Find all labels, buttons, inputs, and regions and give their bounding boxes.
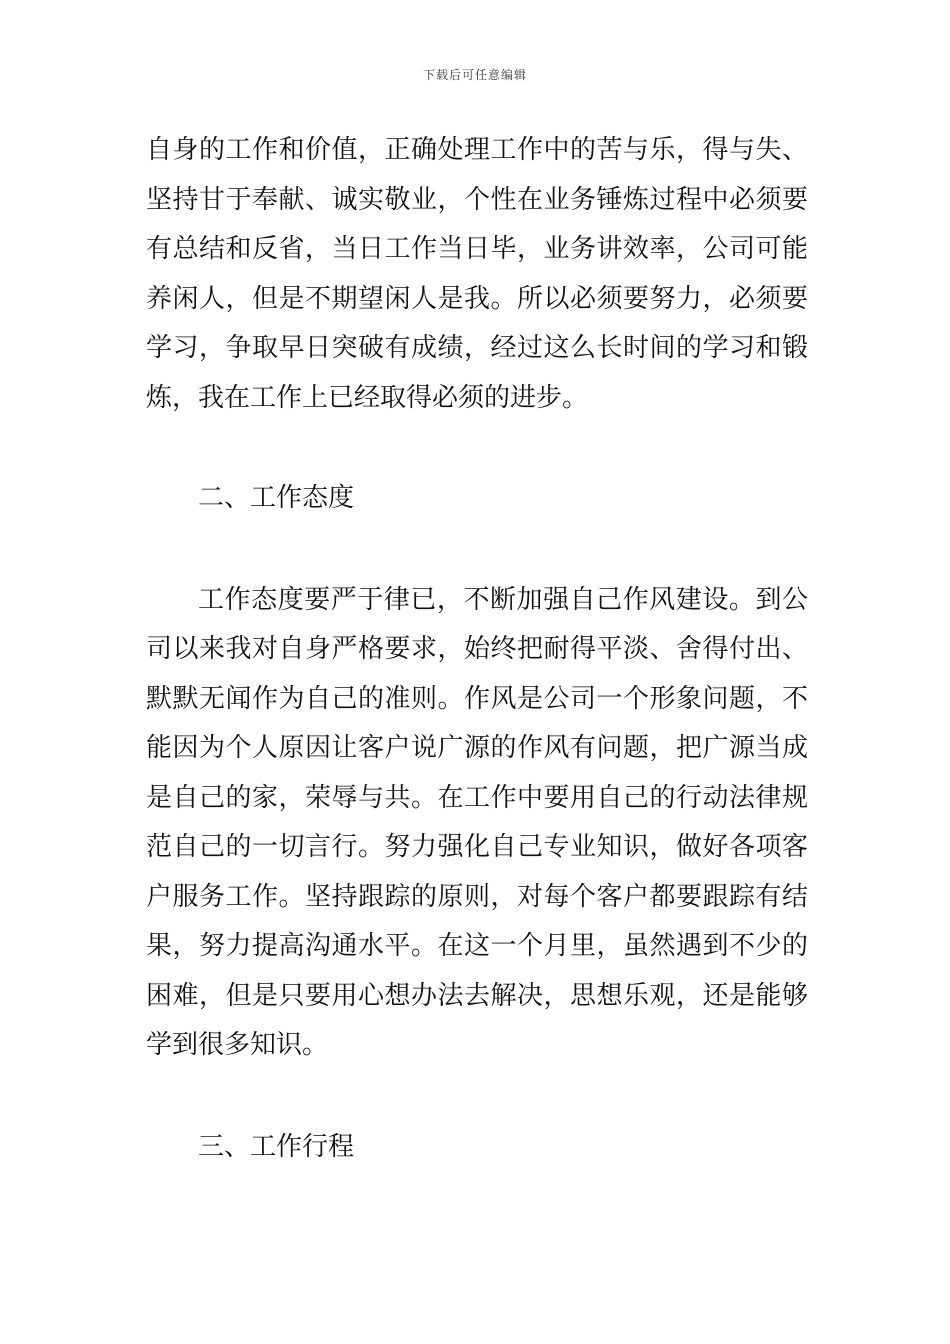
spacer (146, 1071, 808, 1123)
paragraph-continued: 自身的工作和价值，正确处理工作中的苦与乐，得与失、坚持甘于奉献、诚实敬业，个性在业务锤炼过程中必须要有总结和反省，当日工作当日毕，业务讲效率，公司可能养闲人，但是不期望闲人是我。所以必须要努力，必须要学习，争取早日突破有成绩，经过这么长时间的学习和锻炼，我在工作上已经取得必须的进步。 (146, 135, 808, 413)
spacer (146, 423, 808, 474)
header-note: 下载后可任意编辑 (422, 68, 527, 82)
document-body (146, 126, 808, 1172)
section-heading-work-attitude: 二、工作态度 (198, 483, 355, 513)
spacer (146, 524, 808, 576)
paragraph-work-attitude: 工作态度要严于律已，不断加强自己作风建设。到公司以来我对自身严格要求，始终把耐得平淡、舍得付出、默默无闻作为自己的准则。作风是公司一个形象问题，不能因为个人原因让客户说广源的作风有问题，把广源当成是自己的家，荣辱与共。在工作中要用自己的行动法律规范自己的一切言行。努力强化自己专业知识，做好各项客户服务工作。坚持跟踪的原则，对每个客户都要跟踪有结果，努力提高沟通水平。在这一个月里，虽然遇到不少的困难，但是只要用心想办法去解决，思想乐观，还是能够学到很多知识。 (146, 584, 808, 1060)
section-heading-work-schedule: 三、工作行程 (198, 1131, 355, 1162)
